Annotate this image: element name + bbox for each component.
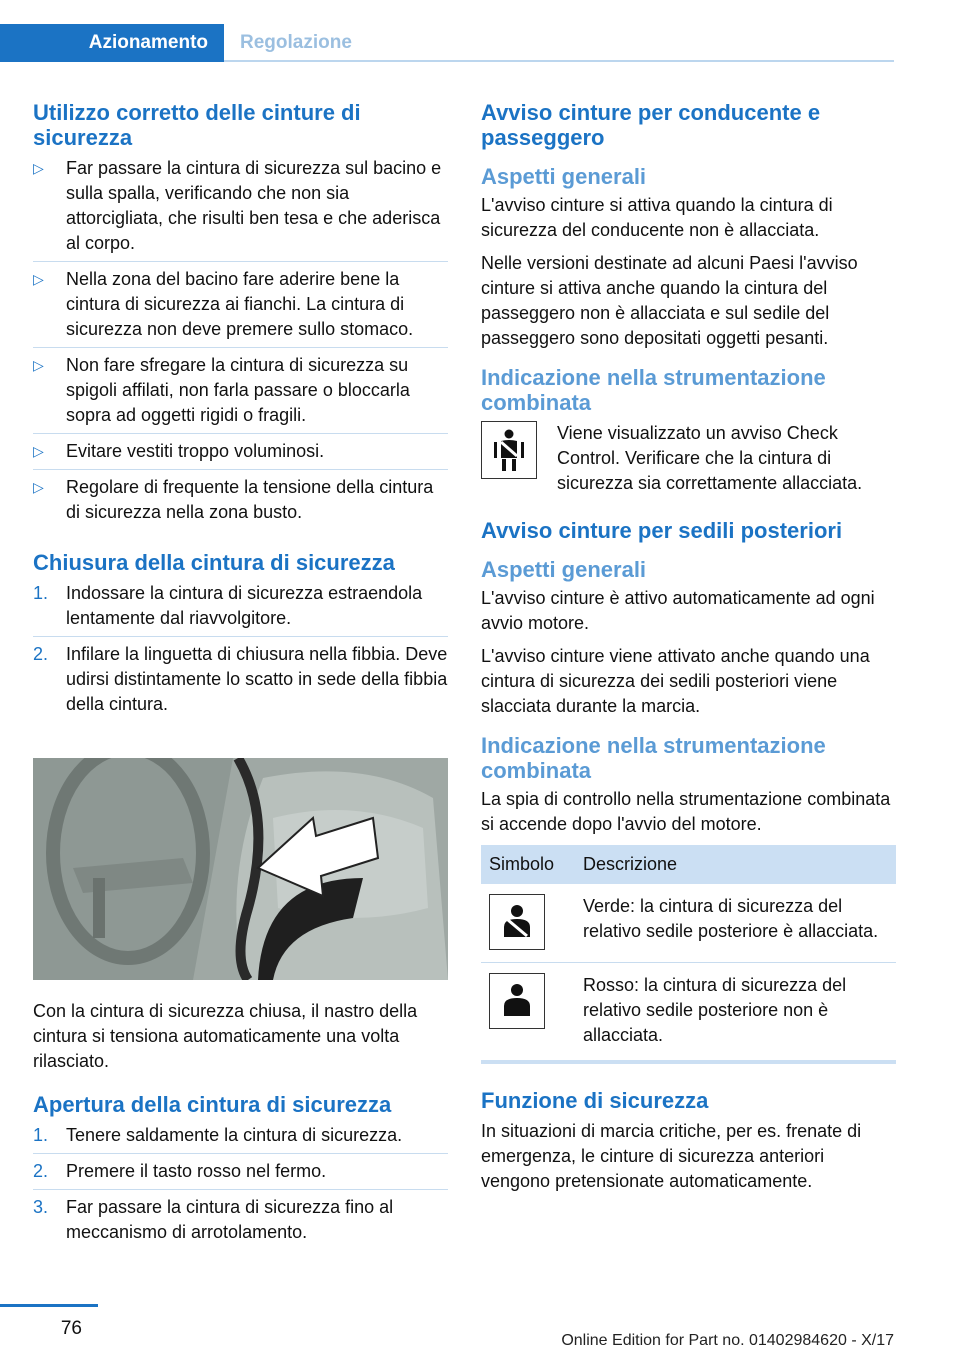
table-row [481, 963, 896, 1063]
right-column [481, 100, 896, 1202]
subsection-general: Aspetti generali [481, 164, 647, 189]
table-cell-description: Verde: la cintura di sicurezza del relativo sedile posteriore è allacciata. [575, 884, 896, 963]
seatbelt-warning-icon [481, 421, 537, 479]
header-divider [224, 60, 894, 62]
paragraph: Nelle versioni destinate ad alcuni Paesi l'avviso cinture si attiva anche quando la cintura del passeggero non è allacciata e sul sedile del passeggero sono depositati oggetti pesanti. [481, 253, 858, 348]
seatbelt-photo [33, 758, 448, 980]
table-cell-description: Rosso: la cintura di sicurezza del relativo sedile posteriore non è allacciata. [575, 963, 896, 1063]
section-title-correct-use: Utilizzo corretto delle cinture di sicurezza [33, 100, 361, 150]
table-header-description: Descrizione [575, 845, 896, 884]
list-item: 1. Tenere saldamente la cintura di sicurezza. [33, 1123, 448, 1159]
page-number: 76 [60, 1318, 82, 1339]
paragraph: In situazioni di marcia critiche, per es. frenate di emergenza, le cinture di sicurezza anteriori vengono pretensionate automaticamente. [481, 1121, 862, 1191]
subsection-cluster-display: Indicazione nella strumentazione combinata [481, 733, 826, 783]
header-bar [0, 0, 960, 62]
list-item: 3. Far passare la cintura di sicurezza fino al meccanismo di arrotolamento. [33, 1197, 394, 1242]
symbol-table [481, 845, 896, 1064]
figure-caption: Con la cintura di sicurezza chiusa, il nastro della cintura si tensiona automaticamente una volta rilasciato. [33, 1001, 418, 1071]
table-header-symbol: Simbolo [481, 845, 575, 884]
list-item: ▷ Regolare di frequente la tensione della cintura di sicurezza nella zona busto. [33, 477, 434, 522]
check-control-row [481, 421, 896, 496]
subsection-cluster-display: Indicazione nella strumentazione combinata [481, 365, 826, 415]
list-item: 2. Infilare la linguetta di chiusura nella fibbia. Deve udirsi distintamente lo scatto in sede della fibbia della cintura. [33, 644, 448, 714]
paragraph: L'avviso cinture è attivo automaticamente ad ogni avvio motore. [481, 588, 875, 633]
tab-regolazione[interactable]: Regolazione [240, 32, 352, 53]
triangle-bullet-icon: ▷ [33, 479, 44, 495]
correct-use-list [33, 156, 448, 536]
table-row [481, 884, 896, 963]
opening-steps [33, 1123, 448, 1256]
triangle-bullet-icon: ▷ [33, 160, 44, 176]
paragraph: La spia di controllo nella strumentazione combinata si accende dopo l'avvio del motore. [481, 789, 891, 834]
paragraph: L'avviso cinture si attiva quando la cintura di sicurezza del conducente non è allacciata. [481, 195, 833, 240]
list-item: ▷ Far passare la cintura di sicurezza sul bacino e sulla spalla, verificando che non sia attorcigliata, che risulti ben tesa e che aderisca al corpo. [33, 156, 448, 267]
section-title-closing: Chiusura della cintura di sicurezza [33, 550, 395, 575]
list-item: 1. Indossare la cintura di sicurezza estraendola lentamente dal riavvolgitore. [33, 581, 448, 642]
closing-steps [33, 581, 448, 728]
seatbelt-fastened-icon [489, 894, 545, 950]
check-control-text: Viene visualizzato un avviso Check Control. Verificare che la cintura di sicurezza sia correttamente allacciata. [557, 423, 863, 493]
footer-divider [0, 1304, 98, 1307]
edition-footer: Online Edition for Part no. 01402984620 - X/17 [561, 1332, 894, 1349]
left-column [33, 100, 448, 1270]
triangle-bullet-icon: ▷ [33, 357, 44, 373]
triangle-bullet-icon: ▷ [33, 271, 44, 287]
section-title-safety-function: Funzione di sicurezza [481, 1088, 709, 1113]
section-title-opening: Apertura della cintura di sicurezza [33, 1092, 392, 1117]
list-item: 2. Premere il tasto rosso nel fermo. [33, 1159, 448, 1195]
triangle-bullet-icon: ▷ [33, 443, 44, 459]
seatbelt-unfastened-icon [489, 973, 545, 1029]
tab-azionamento[interactable]: Azionamento [0, 24, 224, 62]
section-title-driver-warning: Avviso cinture per conducente e passeggero [481, 100, 821, 150]
list-item: ▷ Non fare sfregare la cintura di sicurezza su spigoli affilati, non farla passare o bloccarla sopra ad oggetti rigidi o fragili. [33, 353, 448, 439]
subsection-general: Aspetti generali [481, 557, 647, 582]
section-title-rear-warning: Avviso cinture per sedili posteriori [481, 518, 843, 543]
paragraph: L'avviso cinture viene attivato anche quando una cintura di sicurezza dei sedili posteriori viene slacciata durante la marcia. [481, 646, 870, 716]
list-item: ▷ Nella zona del bacino fare aderire bene la cintura di sicurezza ai fianchi. La cintura di sicurezza non deve premere sullo stomaco. [33, 267, 448, 353]
list-item: ▷ Evitare vestiti troppo voluminosi. [33, 439, 448, 475]
